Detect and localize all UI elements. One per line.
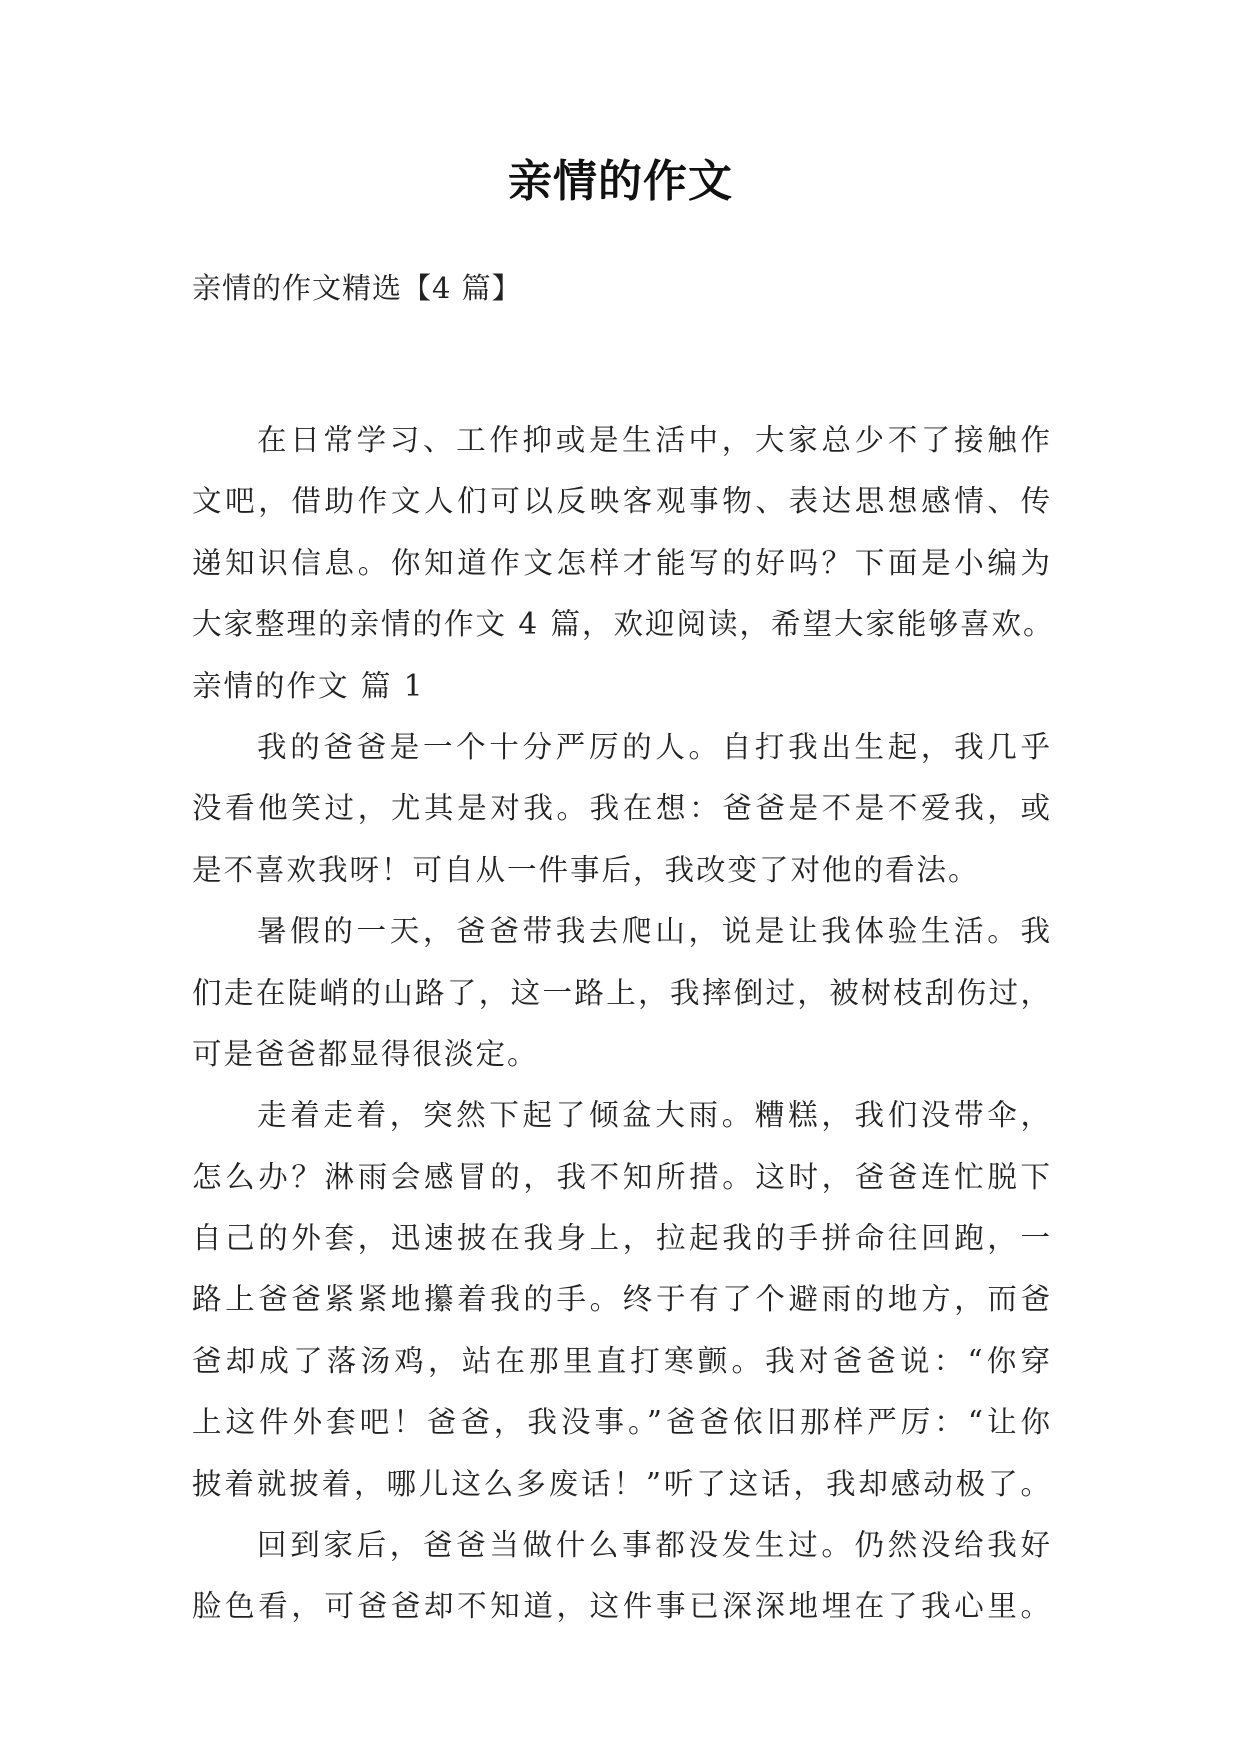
text-line: 怎么办？淋雨会感冒的，我不知所措。这时，爸爸连忙脱下 bbox=[192, 1159, 1052, 1194]
text-line: 暑假的一天，爸爸带我去爬山，说是让我体验生活。我 bbox=[257, 914, 1052, 949]
text-line: 大家整理的亲情的作文 4 篇，欢迎阅读，希望大家能够喜欢。 bbox=[192, 607, 1055, 642]
text-line: 是不喜欢我呀！可自从一件事后，我改变了对他的看法。 bbox=[192, 852, 980, 887]
text-line: 脸色看，可爸爸却不知道，这件事已深深地埋在了我心里。 bbox=[192, 1589, 1052, 1624]
text-line: 文吧，借助作文人们可以反映客观事物、表达思想感情、传 bbox=[192, 484, 1052, 519]
document-body bbox=[192, 410, 1055, 1638]
text-line: 路上爸爸紧紧地攥着我的手。终于有了个避雨的地方，而爸 bbox=[192, 1282, 1052, 1317]
document-subtitle: 亲情的作文精选【4 篇】 bbox=[192, 271, 522, 305]
text-line: 递知识信息。你知道作文怎样才能写的好吗？下面是小编为 bbox=[192, 545, 1052, 580]
text-line: 我的爸爸是一个十分严厉的人。自打我出生起，我几乎 bbox=[257, 729, 1052, 764]
text-line: 走着走着，突然下起了倾盆大雨。糟糕，我们没带伞， bbox=[257, 1098, 1052, 1133]
text-line: 们走在陡峭的山路了，这一路上，我摔倒过，被树枝刮伤过， bbox=[192, 975, 1052, 1010]
text-line: 披着就披着，哪儿这么多废话！”听了这话，我却感动极了。 bbox=[192, 1466, 1052, 1501]
text-line: 可是爸爸都显得很淡定。 bbox=[192, 1036, 539, 1071]
document-title: 亲情的作文 bbox=[508, 156, 733, 207]
text-line: 爸却成了落汤鸡，站在那里直打寒颤。我对爸爸说：“你穿 bbox=[192, 1343, 1052, 1378]
text-line: 亲情的作文 篇 1 bbox=[192, 668, 425, 703]
text-line: 自己的外套，迅速披在我身上，拉起我的手拼命往回跑，一 bbox=[192, 1221, 1052, 1256]
text-line: 回到家后，爸爸当做什么事都没发生过。仍然没给我好 bbox=[257, 1528, 1052, 1563]
text-line: 上这件外套吧！爸爸，我没事。”爸爸依旧那样严厉：“让你 bbox=[192, 1405, 1052, 1440]
text-line: 没看他笑过，尤其是对我。我在想：爸爸是不是不爱我，或 bbox=[192, 791, 1052, 826]
text-line: 在日常学习、工作抑或是生活中，大家总少不了接触作 bbox=[257, 423, 1052, 457]
